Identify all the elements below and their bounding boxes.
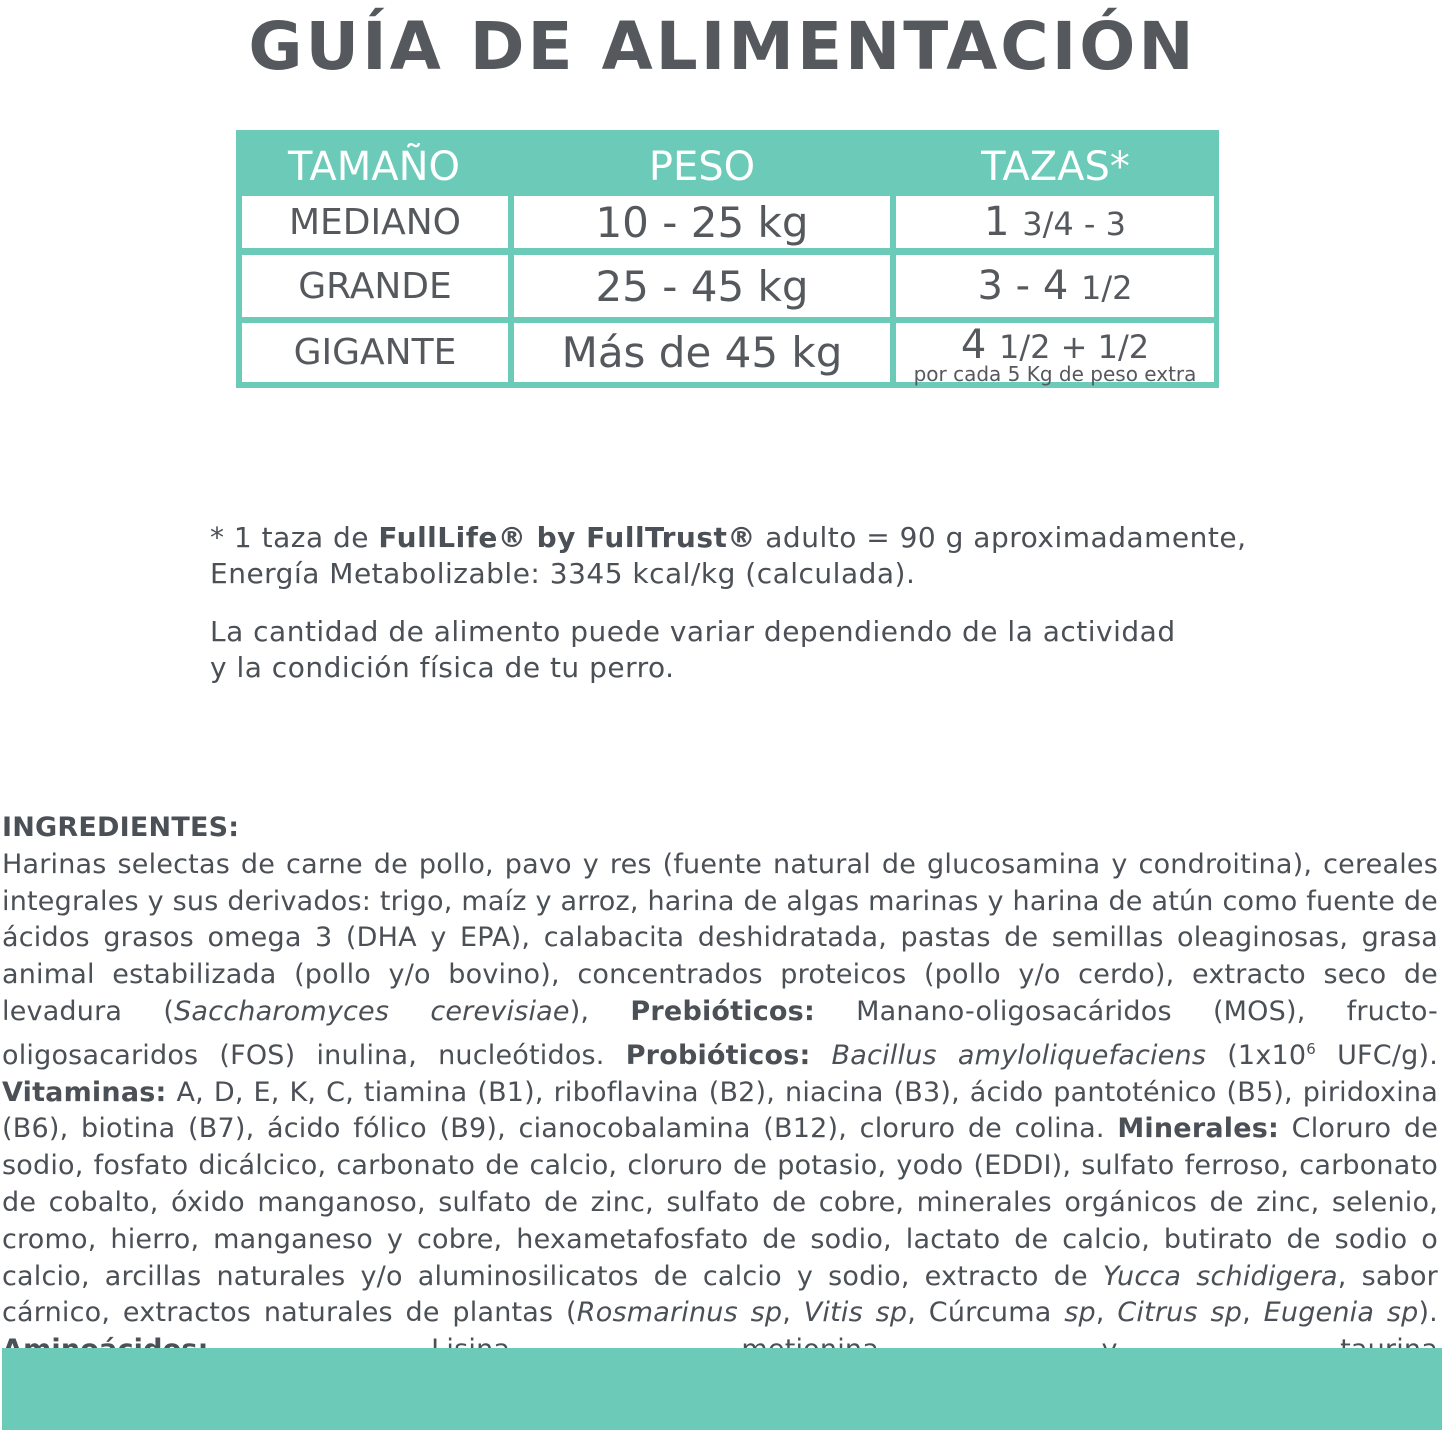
- row-1-cups-fraction: 3/4 - 3: [1022, 205, 1126, 243]
- ing-text: ,: [1242, 1297, 1264, 1329]
- header-cups: TAZAS*: [981, 144, 1130, 190]
- brand-name: FullLife® by FullTrust®: [378, 521, 756, 554]
- ing-text: (1x10: [1206, 1039, 1307, 1071]
- row-1-cups: [896, 196, 1214, 248]
- energy-note: Energía Metabolizable: 3345 kcal/kg (calculada).: [210, 557, 916, 590]
- ing-text: Harinas selectas de carne de pollo, pavo y res (fuente natural de glucosamina y condroitina), cereales integrales y sus derivados: trigo, maíz y arroz, harina de algas marinas y harina de atún como fuente de ácidos grasos omega 3 (DHA y EPA), calabacita deshidratada, pastas de semillas oleaginosas, grasa animal estabilizada (pollo y/o bovino), concentrados proteicos (pollo y/o cerdo), extracto seco de levadura (: [2, 848, 1438, 1027]
- ing-text: UFC/g).: [1316, 1039, 1438, 1071]
- activity-note: [210, 614, 1290, 686]
- ing-heading-vitamins: Vitaminas:: [2, 1076, 167, 1108]
- note-suffix: adulto = 90 g aproximadamente,: [755, 521, 1247, 554]
- row-1-weight: 10 - 25 kg: [514, 196, 890, 248]
- row-2-cups: [896, 255, 1214, 317]
- row-3-weight: Más de 45 kg: [514, 323, 890, 382]
- activity-note-line-1: La cantidad de alimento puede variar dependiendo de la actividad: [210, 615, 1176, 648]
- note-prefix: * 1 taza de: [210, 521, 379, 554]
- row-1-cups-main: 1: [984, 199, 1010, 245]
- ing-italic: Rosmarinus sp: [576, 1297, 783, 1329]
- ing-text: Manano-oligosacáridos (MOS), fructo-oligosacaridos (FOS) inulina, nucleótidos.: [2, 995, 1438, 1071]
- page-title: GUÍA DE ALIMENTACIÓN: [248, 8, 1197, 85]
- ing-text: ).: [1418, 1297, 1438, 1329]
- ing-text: , sabor cárnico, extractos naturales de plantas (: [2, 1260, 1438, 1329]
- row-2-size: GRANDE: [242, 255, 508, 317]
- ing-italic: Eugenia sp: [1263, 1297, 1419, 1329]
- ing-text: Cloruro de sodio, fosfato dicálcico, carbonato de calcio, cloruro de potasio, yodo (EDDI), sulfato ferroso, carbonato de cobalto, óxido manganoso, sulfato de zinc, sulfato de cobre, minerales orgánicos de zinc, selenio, cromo, hierro, manganeso y cobre, hexametafosfato de sodio, lactato de calcio, butirato de sodio o calcio, arcillas naturales y/o aluminosilicatos de calcio y sodio, extracto de: [2, 1113, 1439, 1292]
- ing-text: [810, 1040, 831, 1071]
- ing-italic: Citrus sp: [1117, 1297, 1243, 1329]
- ing-text: A, D, E, K, C, tiamina (B1), riboflavina (B2), niacina (B3), ácido pantoténico (B5), piridoxina (B6), biotina (B7), ácido fólico (B9), cianocobalamina (B12), cloruro de colina.: [2, 1076, 1438, 1145]
- ing-italic: Bacillus amyloliquefaciens: [831, 1039, 1207, 1071]
- row-3-cups-main: 4: [960, 321, 987, 368]
- ing-heading-prebiotics: Prebióticos:: [630, 995, 815, 1027]
- header-size: TAMAÑO: [288, 144, 460, 190]
- feeding-notes: [210, 520, 1290, 708]
- row-2-weight: 25 - 45 kg: [514, 255, 890, 317]
- row-1-size: MEDIANO: [242, 196, 508, 248]
- feeding-table: [236, 130, 1219, 388]
- ing-heading-probiotics: Probióticos:: [625, 1039, 811, 1071]
- row-2-cups-main: 3 - 4: [977, 263, 1069, 309]
- row-3-cups-note: por cada 5 Kg de peso extra: [913, 361, 1197, 386]
- header-weight: PESO: [648, 144, 756, 190]
- row-3-cups-fraction: 1/2 + 1/2: [999, 327, 1150, 366]
- ing-text: ),: [569, 995, 631, 1027]
- ing-italic: Yucca schidigera: [1102, 1260, 1338, 1292]
- ing-heading-minerals: Minerales:: [1117, 1113, 1279, 1145]
- ing-italic: Vitis sp: [803, 1297, 908, 1329]
- activity-note-line-2: y la condición física de tu perro.: [210, 651, 675, 684]
- ing-italic: sp: [1064, 1297, 1096, 1329]
- ing-superscript: 6: [1306, 1039, 1316, 1058]
- row-3-cups: [896, 321, 1214, 386]
- ingredients-text: [2, 847, 1438, 1369]
- row-2-cups-fraction: 1/2: [1080, 269, 1133, 307]
- ing-text: ,: [1095, 1297, 1118, 1329]
- ing-text: , Cúrcuma: [907, 1297, 1065, 1329]
- row-3-size: GIGANTE: [242, 323, 508, 382]
- ing-text: ,: [782, 1297, 804, 1329]
- ingredients-title: INGREDIENTES:: [2, 812, 240, 843]
- ingredients-section: [2, 810, 1438, 1369]
- ing-italic: Saccharomyces cerevisiae: [174, 995, 570, 1027]
- bottom-color-band: [2, 1348, 1442, 1430]
- cup-equivalence-note: [210, 520, 1290, 592]
